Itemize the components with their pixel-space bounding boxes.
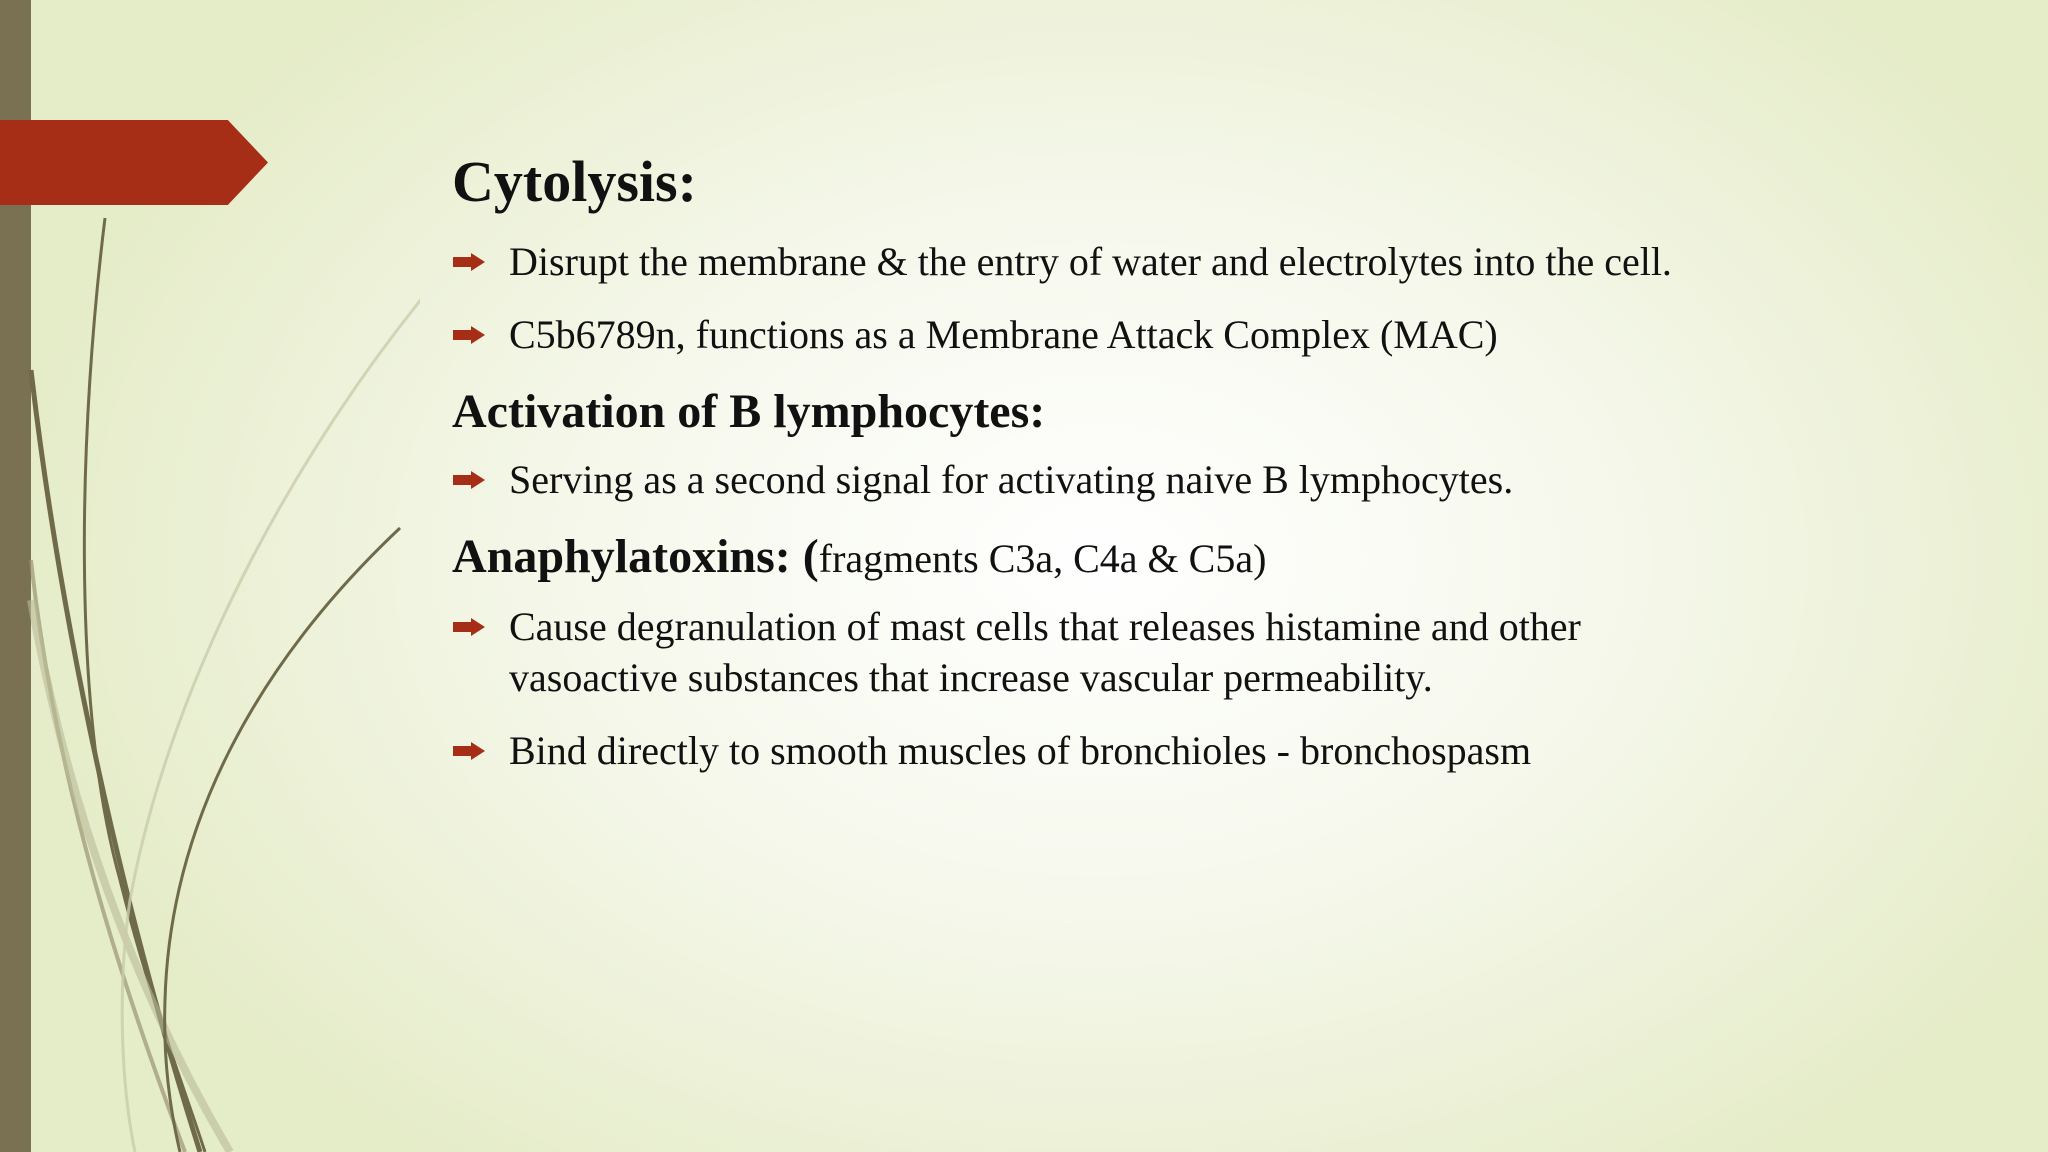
list-item (452, 454, 1712, 505)
list-item-text: Disrupt the membrane & the entry of water and electrolytes into the cell. (509, 239, 1672, 284)
swoosh-line (84, 218, 205, 1152)
swoosh-line (165, 528, 400, 1152)
swoosh-decoration (0, 0, 420, 1152)
list-item-text: Bind directly to smooth muscles of bronchioles - bronchospasm (509, 728, 1532, 773)
heading-cytolysis: Cytolysis: (452, 149, 697, 214)
bullet-list-anaphylatoxins (452, 601, 1712, 776)
swoosh-line (122, 230, 420, 1152)
list-item-text: Cause degranulation of mast cells that releases histamine and other vasoactive substances that increase vascular permeability. (509, 604, 1581, 700)
heading-anaphylatoxins-title: Anaphylatoxins: (452, 530, 791, 583)
swoosh-line (31, 600, 230, 1152)
heading-paren: ( (802, 530, 819, 583)
bullet-list-activation (452, 454, 1712, 505)
list-item-text: C5b6789n, functions as a Membrane Attack Complex (MAC) (509, 312, 1498, 357)
arrow-bullet-icon (453, 253, 485, 271)
swoosh-line (31, 370, 200, 1152)
list-item-text: Serving as a second signal for activating naive B lymphocytes. (509, 457, 1514, 502)
heading-anaphylatoxins-subtitle: fragments C3a, C4a & C5a) (818, 536, 1267, 581)
swoosh-line (31, 560, 185, 1152)
arrow-bullet-icon (453, 618, 485, 636)
list-item (452, 236, 1712, 287)
heading-activation: Activation of B lymphocytes: (452, 385, 1046, 438)
arrow-bullet-icon (453, 326, 485, 344)
slide-content (452, 146, 1712, 798)
heading-anaphylatoxins (452, 527, 1712, 589)
arrow-bullet-icon (453, 742, 485, 760)
list-item (452, 601, 1712, 703)
bullet-list-cytolysis (452, 236, 1712, 360)
list-item (452, 725, 1712, 776)
list-item (452, 309, 1712, 360)
arrow-bullet-icon (453, 471, 485, 489)
